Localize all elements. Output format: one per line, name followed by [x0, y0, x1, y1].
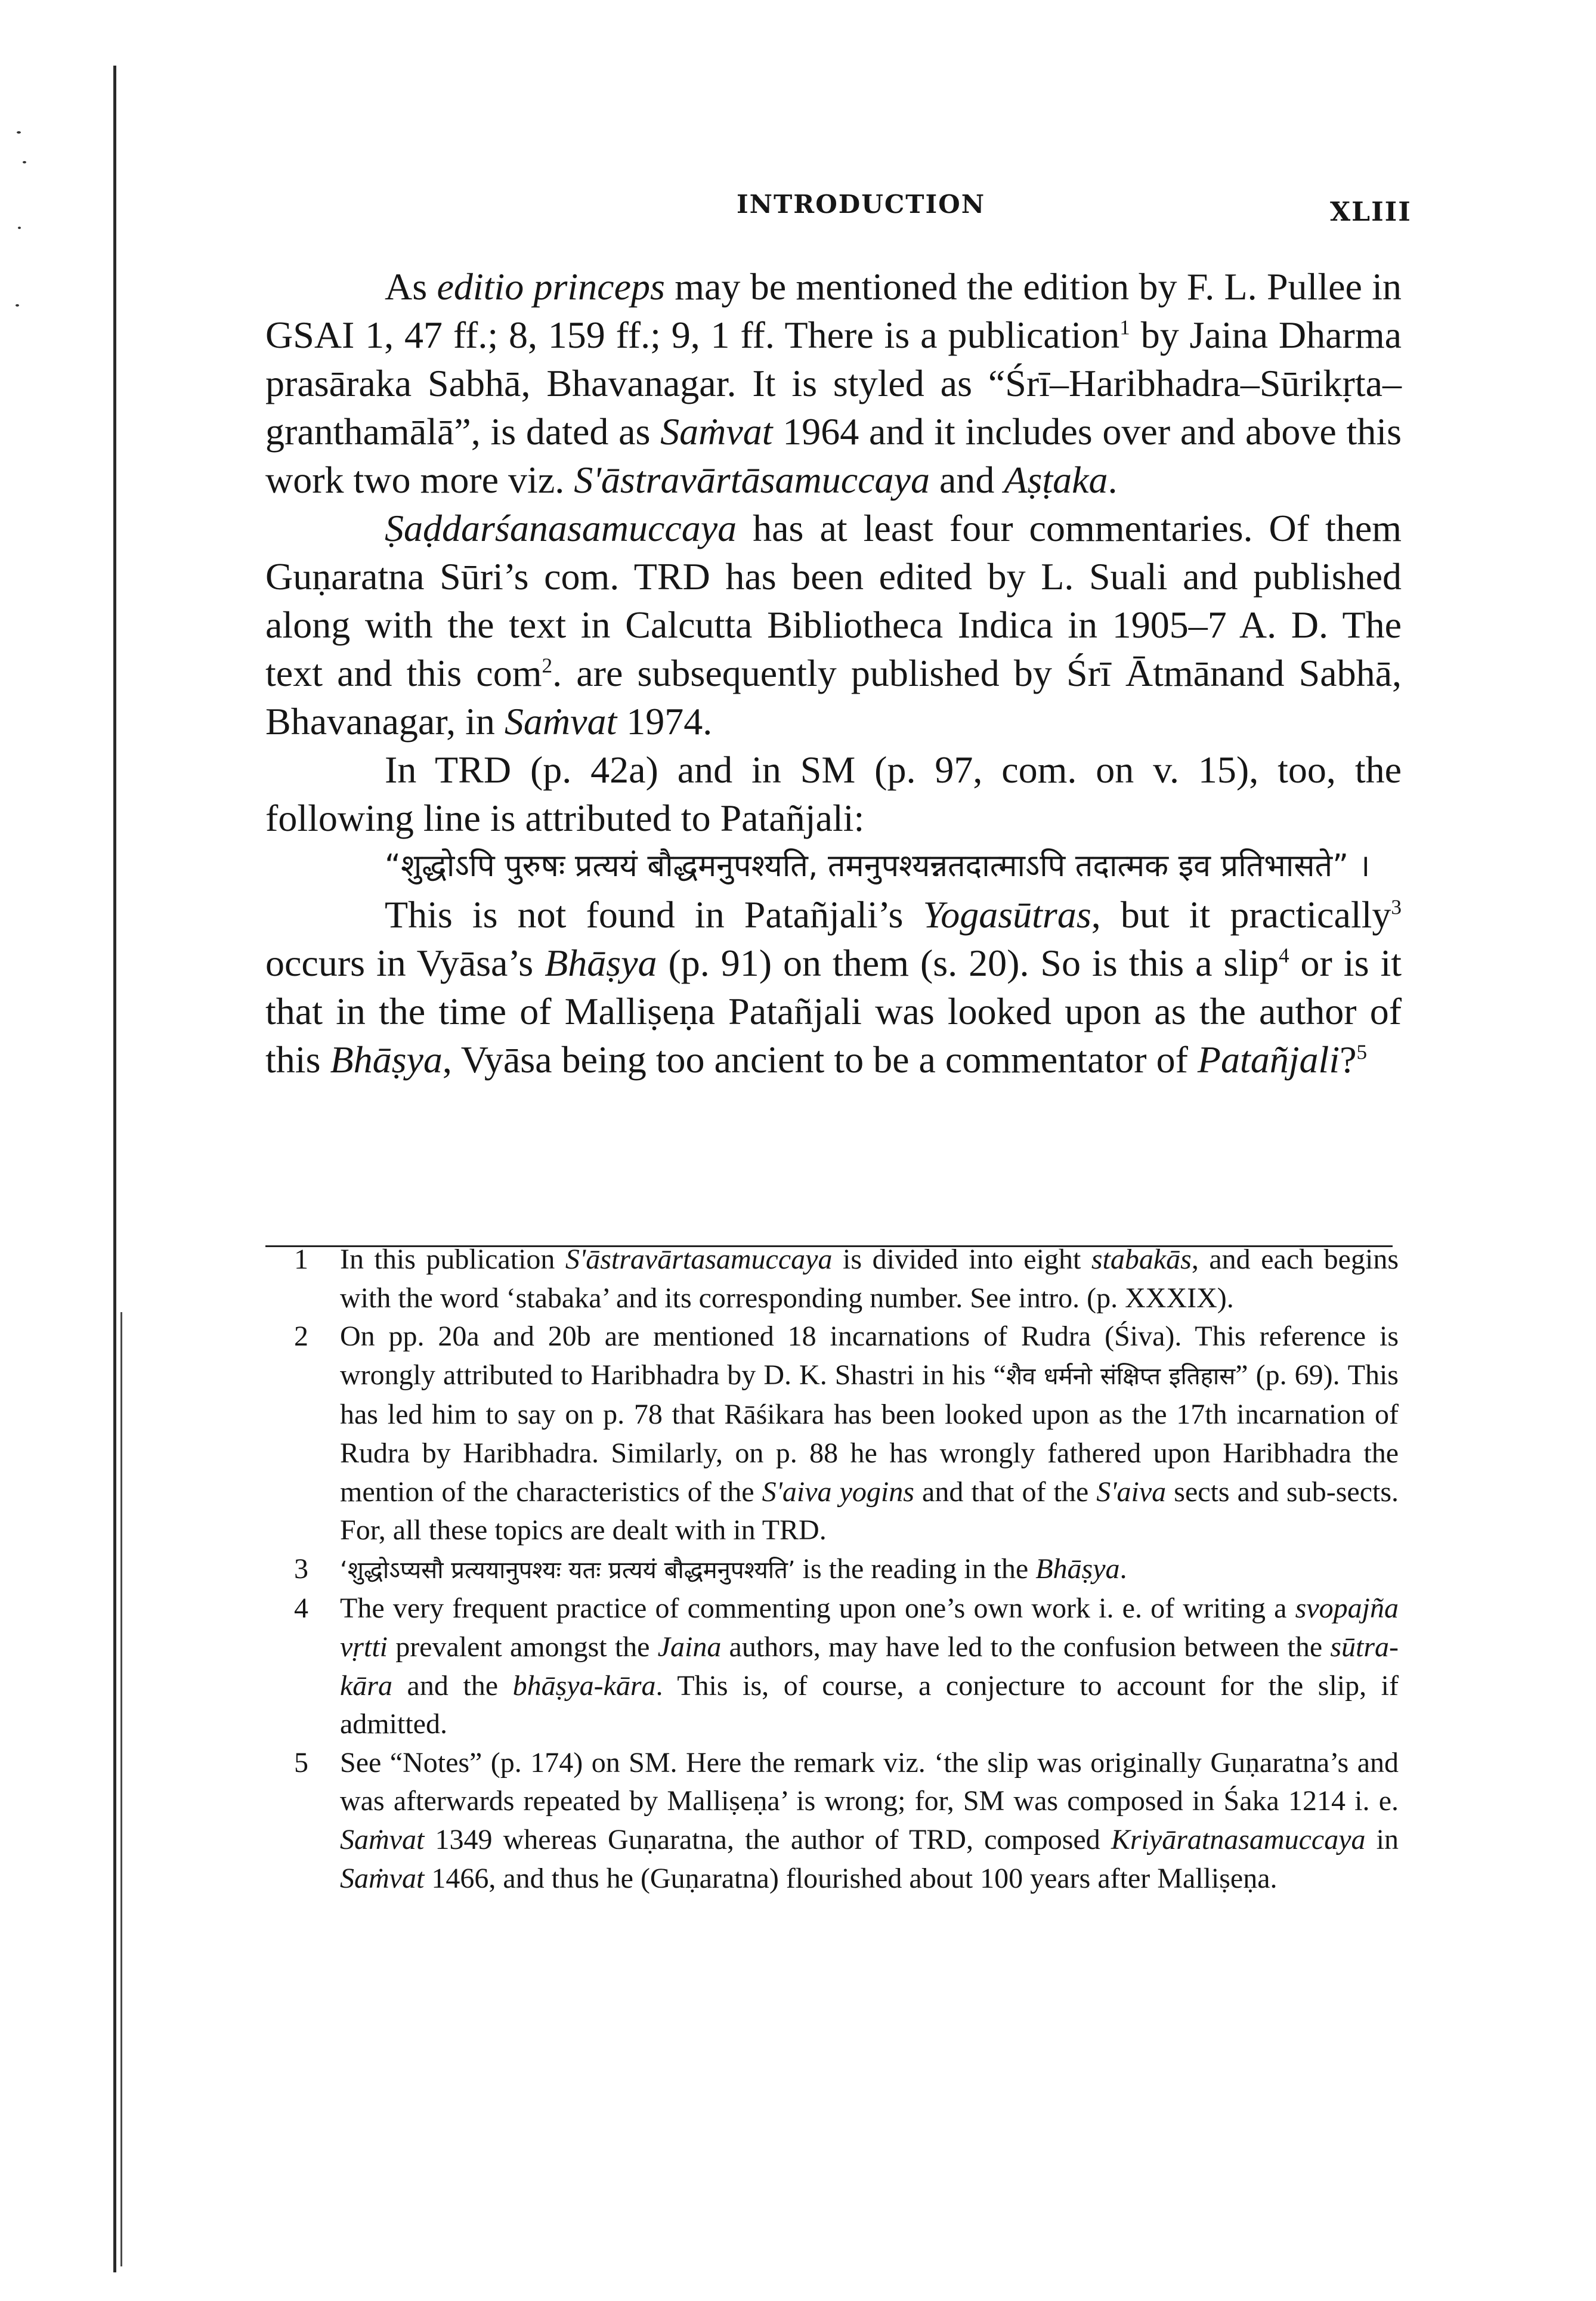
page-number: XLIII	[1330, 197, 1412, 227]
footnote	[262, 1744, 1399, 1898]
footnote-text: In this publication S'āstravārtasamuccaya is divided into eight stabakās, and each begins with the word ‘stabaka’ and its corresponding number. See intro. (p. XXXIX).	[340, 1244, 1399, 1314]
footnote-number: 1	[294, 1244, 308, 1275]
running-head: INTRODUCTION	[737, 190, 986, 219]
footnote	[262, 1589, 1399, 1743]
print-speck	[23, 161, 26, 163]
paragraph: This is not found in Patañjali’s Yogasūtras, but it practically$^3$ occurs in Vyāsa’s Bhāṣya (p. 91) on them (s. 20). So is this a slip$^4$ or is it that in the time of Malliṣeṇa Patañjali was looked upon as the author of this Bhāṣya, Vyāsa being too ancient to be a commentator of Patañjali?$^5$	[265, 893, 1402, 1081]
page-edge-shadow	[113, 66, 116, 2272]
footnotes	[262, 1241, 1399, 1898]
print-speck	[16, 304, 19, 307]
print-speck	[18, 227, 21, 229]
page-edge-shadow-inner	[120, 1312, 122, 2266]
footnote-ref: 4	[1278, 944, 1289, 967]
footnote-number: 3	[294, 1552, 308, 1585]
footnote-number: 5	[294, 1746, 308, 1779]
footnote-number: 4	[294, 1592, 308, 1625]
footnote-ref: 3	[1391, 895, 1402, 919]
print-speck	[17, 131, 21, 134]
footnote-text: See “Notes” (p. 174) on SM. Here the remark viz. ‘the slip was originally Guṇaratna’s and was afterwards repeated by Malliṣeṇa’ is wrong; for, SM was composed in Śaka 1214 i. e. Saṁvat 1349 whereas Guṇaratna, the author of TRD, composed Kriyāratnasamuccaya in Saṁvat 1466, and thus he (Guṇaratna) flourished about 100 years after Malliṣeṇa.	[340, 1746, 1399, 1894]
footnote-ref: 1	[1119, 316, 1130, 339]
footnote	[262, 1550, 1399, 1590]
paragraph: In TRD (p. 42a) and in SM (p. 97, com. on v. 15), too, the following line is attributed to Patañjali:	[265, 749, 1402, 839]
paragraph: As editio princeps may be mentioned the edition by F. L. Pullee in GSAI 1, 47 ff.; 8, 159 ff.; 9, 1 ff. There is a publication$^1$ by Jaina Dharma prasāraka Sabhā, Bhavanagar. It is styled as “Śrī–Haribhadra–Sūrikṛta–granthamālā”, is dated as Saṁvat 1964 and it includes over and above this work two more viz. S'āstravārtāsamuccaya and Aṣṭaka.	[265, 265, 1402, 501]
footnote	[262, 1241, 1399, 1317]
footnote-text: ‘शुद्धोऽप्यसौ प्रत्ययानुपश्यः यतः प्रत्ययं बौद्धमनुपश्यति’ is the reading in the Bhāṣya.	[340, 1552, 1127, 1585]
main-text	[265, 262, 1402, 1084]
paragraph: Ṣaḍdarśanasamuccaya has at least four commentaries. Of them Guṇaratna Sūri’s com. TRD has been edited by L. Suali and published along with the text in Calcutta Bibliotheca Indica in 1905–7 A. D. The text and this com$^2$. are subsequently published by Śrī Ātmānand Sabhā, Bhavanagar, in Saṁvat 1974.	[265, 507, 1402, 743]
footnote-ref: 5	[1356, 1040, 1368, 1064]
footnote-number: 2	[294, 1320, 308, 1353]
footnote-text: The very frequent practice of commenting upon one’s own work i. e. of writing a svopajña vṛtti prevalent amongst the Jaina authors, may have led to the confusion between the sūtra-kāra and the bhāṣya-kāra. This is, of course, a conjecture to account for the slip, if admitted.	[340, 1592, 1399, 1740]
footnote	[262, 1317, 1399, 1550]
footnote-text: On pp. 20a and 20b are mentioned 18 incarnations of Rudra (Śiva). This reference is wrongly attributed to Haribhadra by D. K. Shastri in his “शैव धर्मनो संक्षिप्त इतिहास” (p. 69). This has led him to say on p. 78 that Rāśikara has been looked upon as the 17th incarnation of Rudra by Haribhadra. Similarly, on p. 88 he has wrongly fathered upon Haribhadra the mention of the characteristics of the S'aiva yogins and that of the S'aiva sects and sub-sects. For, all these topics are dealt with in TRD.	[340, 1320, 1399, 1547]
sanskrit-quotation: “शुद्धोऽपि पुरुषः प्रत्ययं बौद्धमनुपश्यति, तमनुपश्यन्नतदात्माऽपि तदात्मक इव प्रतिभासते” ।	[385, 848, 1371, 884]
footnote-ref: 2	[542, 654, 553, 678]
